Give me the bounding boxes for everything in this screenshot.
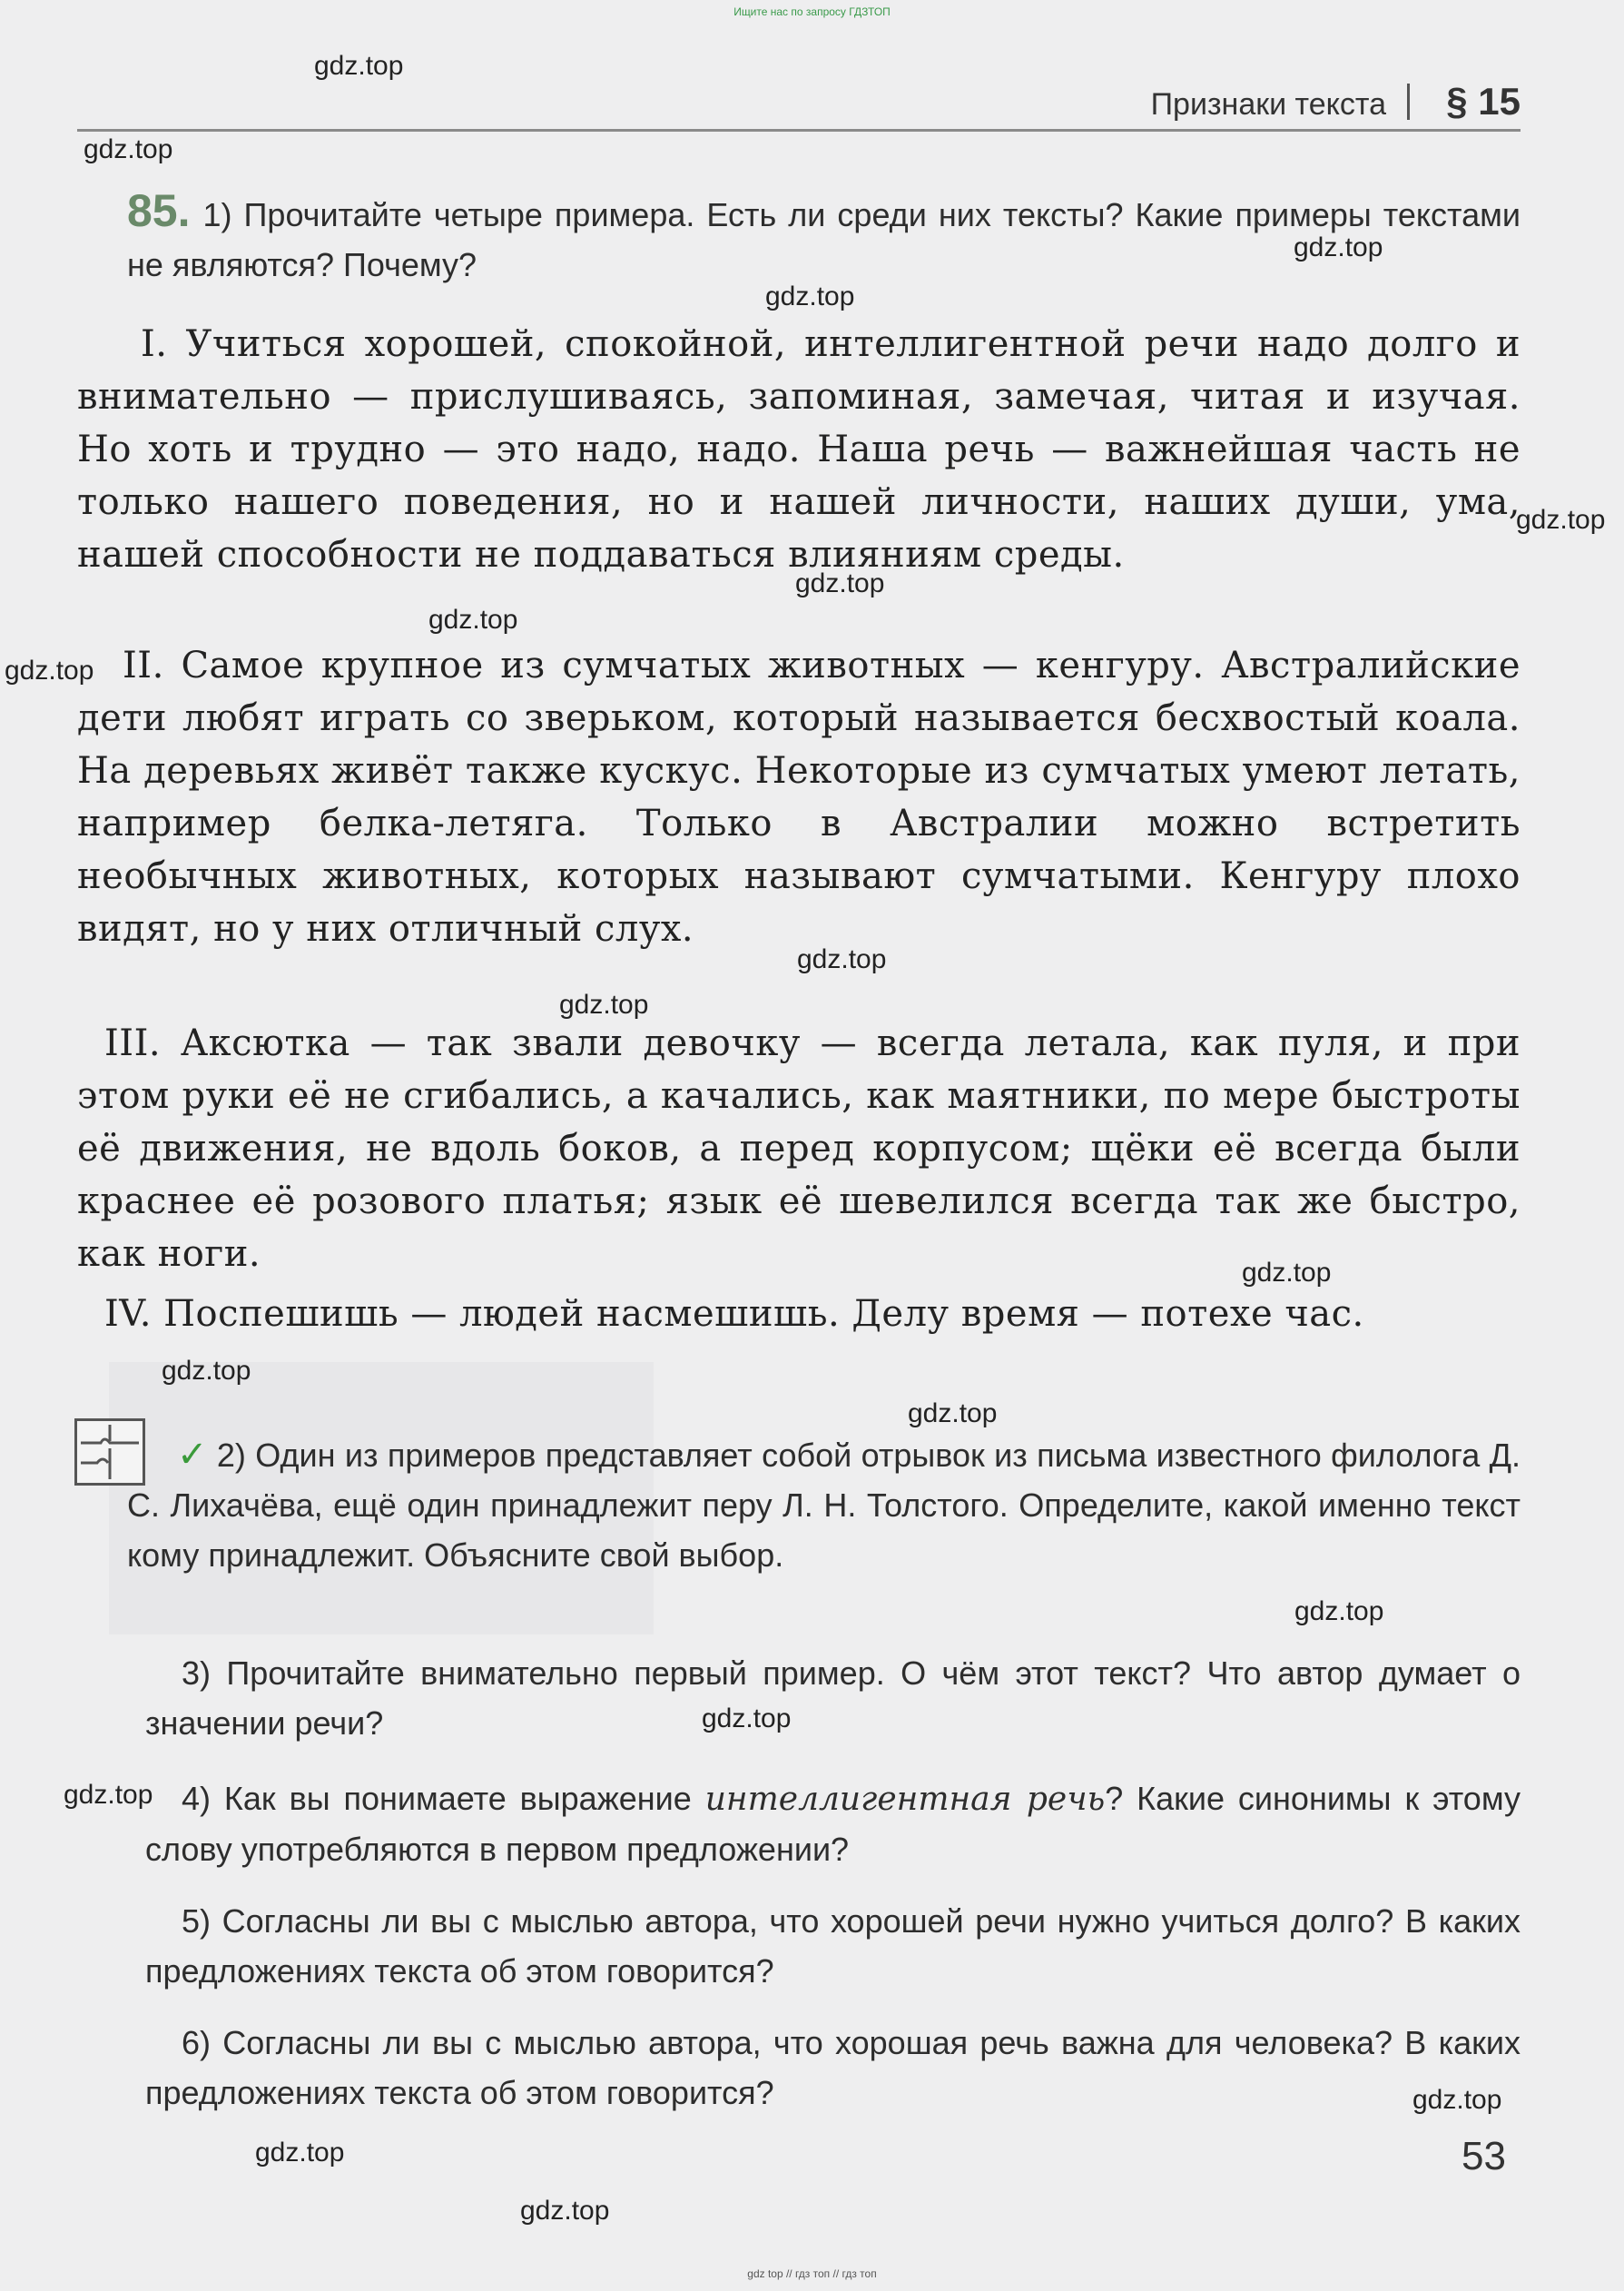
- watermark: gdz.top: [908, 1398, 998, 1428]
- highlighted-phrase: интеллигентная речь: [704, 1781, 1106, 1818]
- watermark: gdz.top: [1294, 1596, 1384, 1626]
- task-2: [127, 1430, 1521, 1580]
- header-title: Признаки текста: [1150, 87, 1386, 122]
- watermark: gdz.top: [84, 134, 173, 164]
- watermark: gdz.top: [765, 281, 855, 311]
- watermark: gdz.top: [1516, 505, 1606, 535]
- example-4: IV. Поспешишь — людей насмешишь. Делу время — потехе час.: [104, 1293, 1364, 1335]
- task-4-text-end: ? Какие синонимы к этому слову употребляются в первом предложении?: [145, 1780, 1521, 1868]
- task-1-text: 1) Прочитайте четыре примера. Есть ли среди них тексты? Какие примеры текстами не являются? Почему?: [127, 196, 1521, 283]
- watermark: gdz.top: [428, 605, 518, 635]
- watermark: gdz.top: [64, 1780, 153, 1810]
- watermark: gdz.top: [702, 1703, 792, 1733]
- section-number: § 15: [1446, 80, 1521, 123]
- watermark: gdz.top: [255, 2138, 345, 2168]
- header-separator: [1407, 84, 1410, 120]
- watermark: gdz.top: [797, 944, 887, 974]
- watermark: gdz.top: [1412, 2085, 1502, 2115]
- checkmark-icon: ✓: [177, 1435, 208, 1475]
- example-3: III. Аксютка — так звали девочку — всегда летала, как пуля, и при этом руки её не сгибались, а качались, как маятники, по мере быстроты её движения, не вдоль боков, а перед корпусом; щёки её всегда были краснее её розового платья; язык её шевелился всегда так же быстро, как ноги.: [77, 1022, 1521, 1275]
- exercise-number: 85.: [127, 185, 191, 236]
- watermark: gdz.top: [314, 51, 404, 81]
- task-4-text: 4) Как вы понимаете выражение: [182, 1780, 692, 1817]
- watermark: gdz.top: [162, 1356, 251, 1386]
- watermark: gdz.top: [520, 2196, 610, 2226]
- top-note: Ищите нас по запросу ГДЗТОП: [733, 5, 891, 18]
- task-3: 3) Прочитайте внимательно первый пример. О чём этот текст? Что автор думает о значении речи?: [145, 1654, 1521, 1742]
- example-2: II. Самое крупное из сумчатых животных — кенгуру. Австралийские дети любят играть со зверьком, который называется бесхвостый коала. На деревьях живёт также кускус. Некоторые из сумчатых умеют летать, например белка-летяга. Только в Австралии можно встретить необычных животных, которых называют сумчатыми. Кенгуру плохо видят, но у них отличный слух.: [77, 645, 1521, 950]
- example-1: I. Учиться хорошей, спокойной, интеллигентной речи надо долго и внимательно — прислушиваясь, запоминая, замечая, читая и изучая. Но хоть и трудно — это надо, надо. Наша речь — важнейшая часть не только нашего поведения, но и нашей личности, наших души, ума, нашей способности не поддаваться влияниям среды.: [77, 323, 1521, 576]
- watermark: gdz.top: [1242, 1258, 1332, 1288]
- task-2-text: 2) Один из примеров представляет собой отрывок из письма известного филолога Д. С. Лихачёва, ещё один принадлежит перу Л. Н. Толстого. Определите, какой именно текст кому принадлежит. Объясните свой выбор.: [127, 1437, 1521, 1574]
- watermark: gdz.top: [1294, 232, 1383, 262]
- page-header: [77, 80, 1521, 132]
- watermark: gdz.top: [795, 568, 885, 598]
- watermark: gdz.top: [559, 990, 649, 1020]
- page-number: 53: [1462, 2134, 1506, 2178]
- watermark: gdz.top: [5, 656, 94, 686]
- task-6: 6) Согласны ли вы с мыслью автора, что хорошая речь важна для человека? В каких предложениях текста об этом говорится?: [145, 2024, 1521, 2111]
- task-5: 5) Согласны ли вы с мыслью автора, что хорошей речи нужно учиться долго? В каких предложениях текста об этом говорится?: [145, 1902, 1521, 1990]
- bottom-note: gdz top // гдз топ // гдз топ: [747, 2267, 877, 2280]
- task-4: [145, 1773, 1521, 1874]
